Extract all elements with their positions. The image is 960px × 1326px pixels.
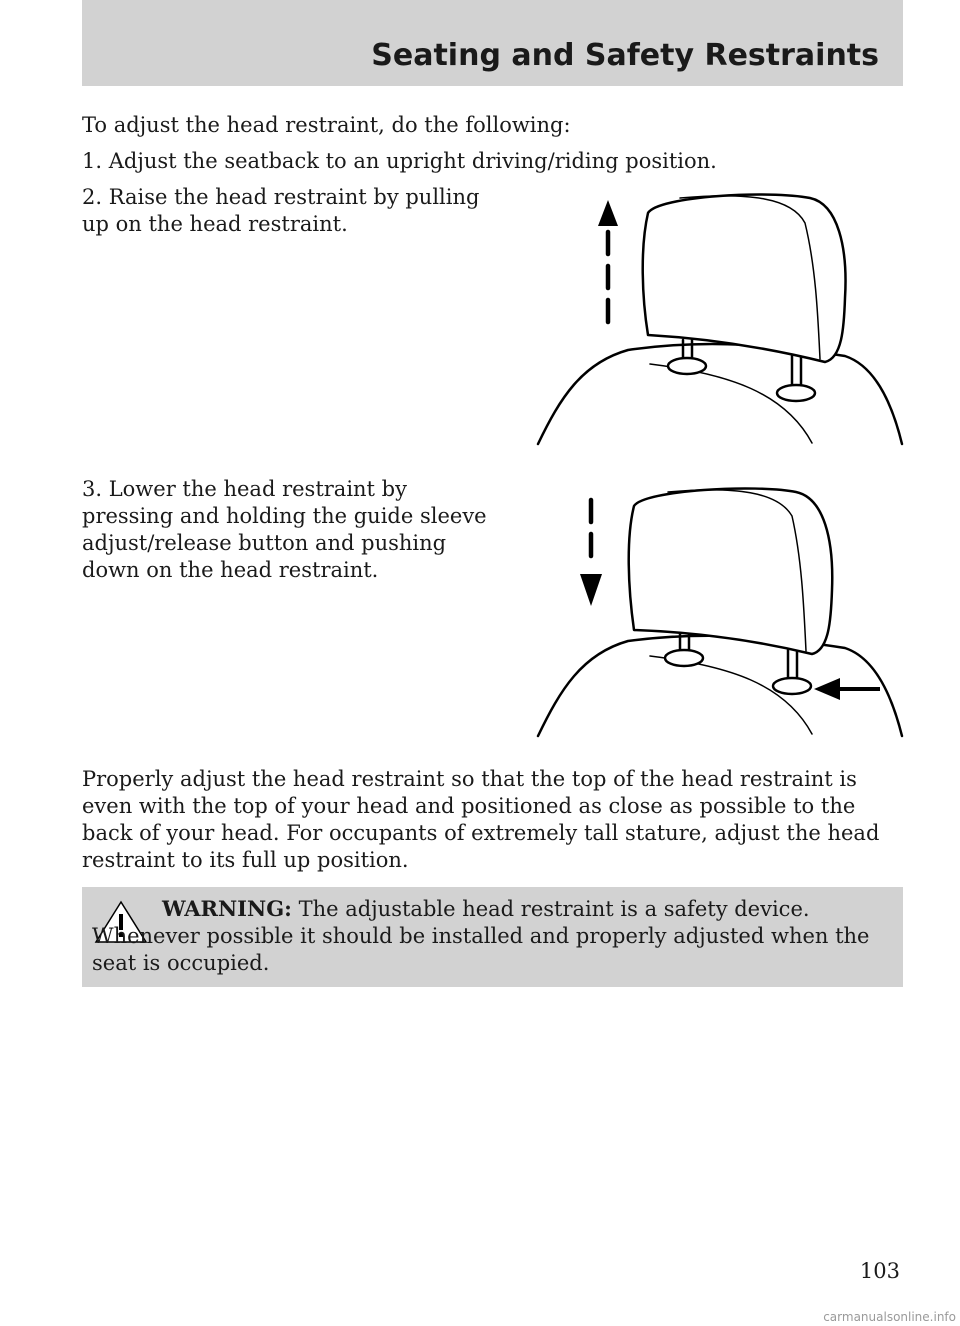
- proper-adjustment-text: Properly adjust the head restraint so that the top of the head restraint is even with the top of your head and positioned as close as possible to the back of your head. For occupants of extremely tall stature, adjust the head restraint to its full up position.: [82, 767, 880, 872]
- warning-text: The adjustable head restraint is a safety device. Whenever possible it should be installed and properly adjusted when the seat is occupied.: [92, 897, 870, 975]
- step-2-text: 2. Raise the head restraint by pulling up on the head restraint.: [82, 185, 480, 236]
- raise-head-restraint-illustration: [530, 188, 910, 450]
- intro-text: To adjust the head restraint, do the following:: [82, 113, 571, 137]
- step-3-text: 3. Lower the head restraint by pressing and holding the guide sleeve adjust/release button and pushing down on the head restraint.: [82, 477, 487, 582]
- page-number: 103: [859, 1259, 900, 1283]
- section-title: Seating and Safety Restraints: [371, 38, 879, 73]
- warning-paragraph: [92, 895, 872, 977]
- lower-head-restraint-illustration: [530, 478, 910, 742]
- watermark: carmanualsonline.info: [823, 1310, 956, 1324]
- header-band: [82, 0, 903, 86]
- step-1-text: 1. Adjust the seatback to an upright driving/riding position.: [82, 149, 717, 173]
- warning-box: [82, 887, 903, 987]
- warning-label: WARNING:: [162, 896, 292, 921]
